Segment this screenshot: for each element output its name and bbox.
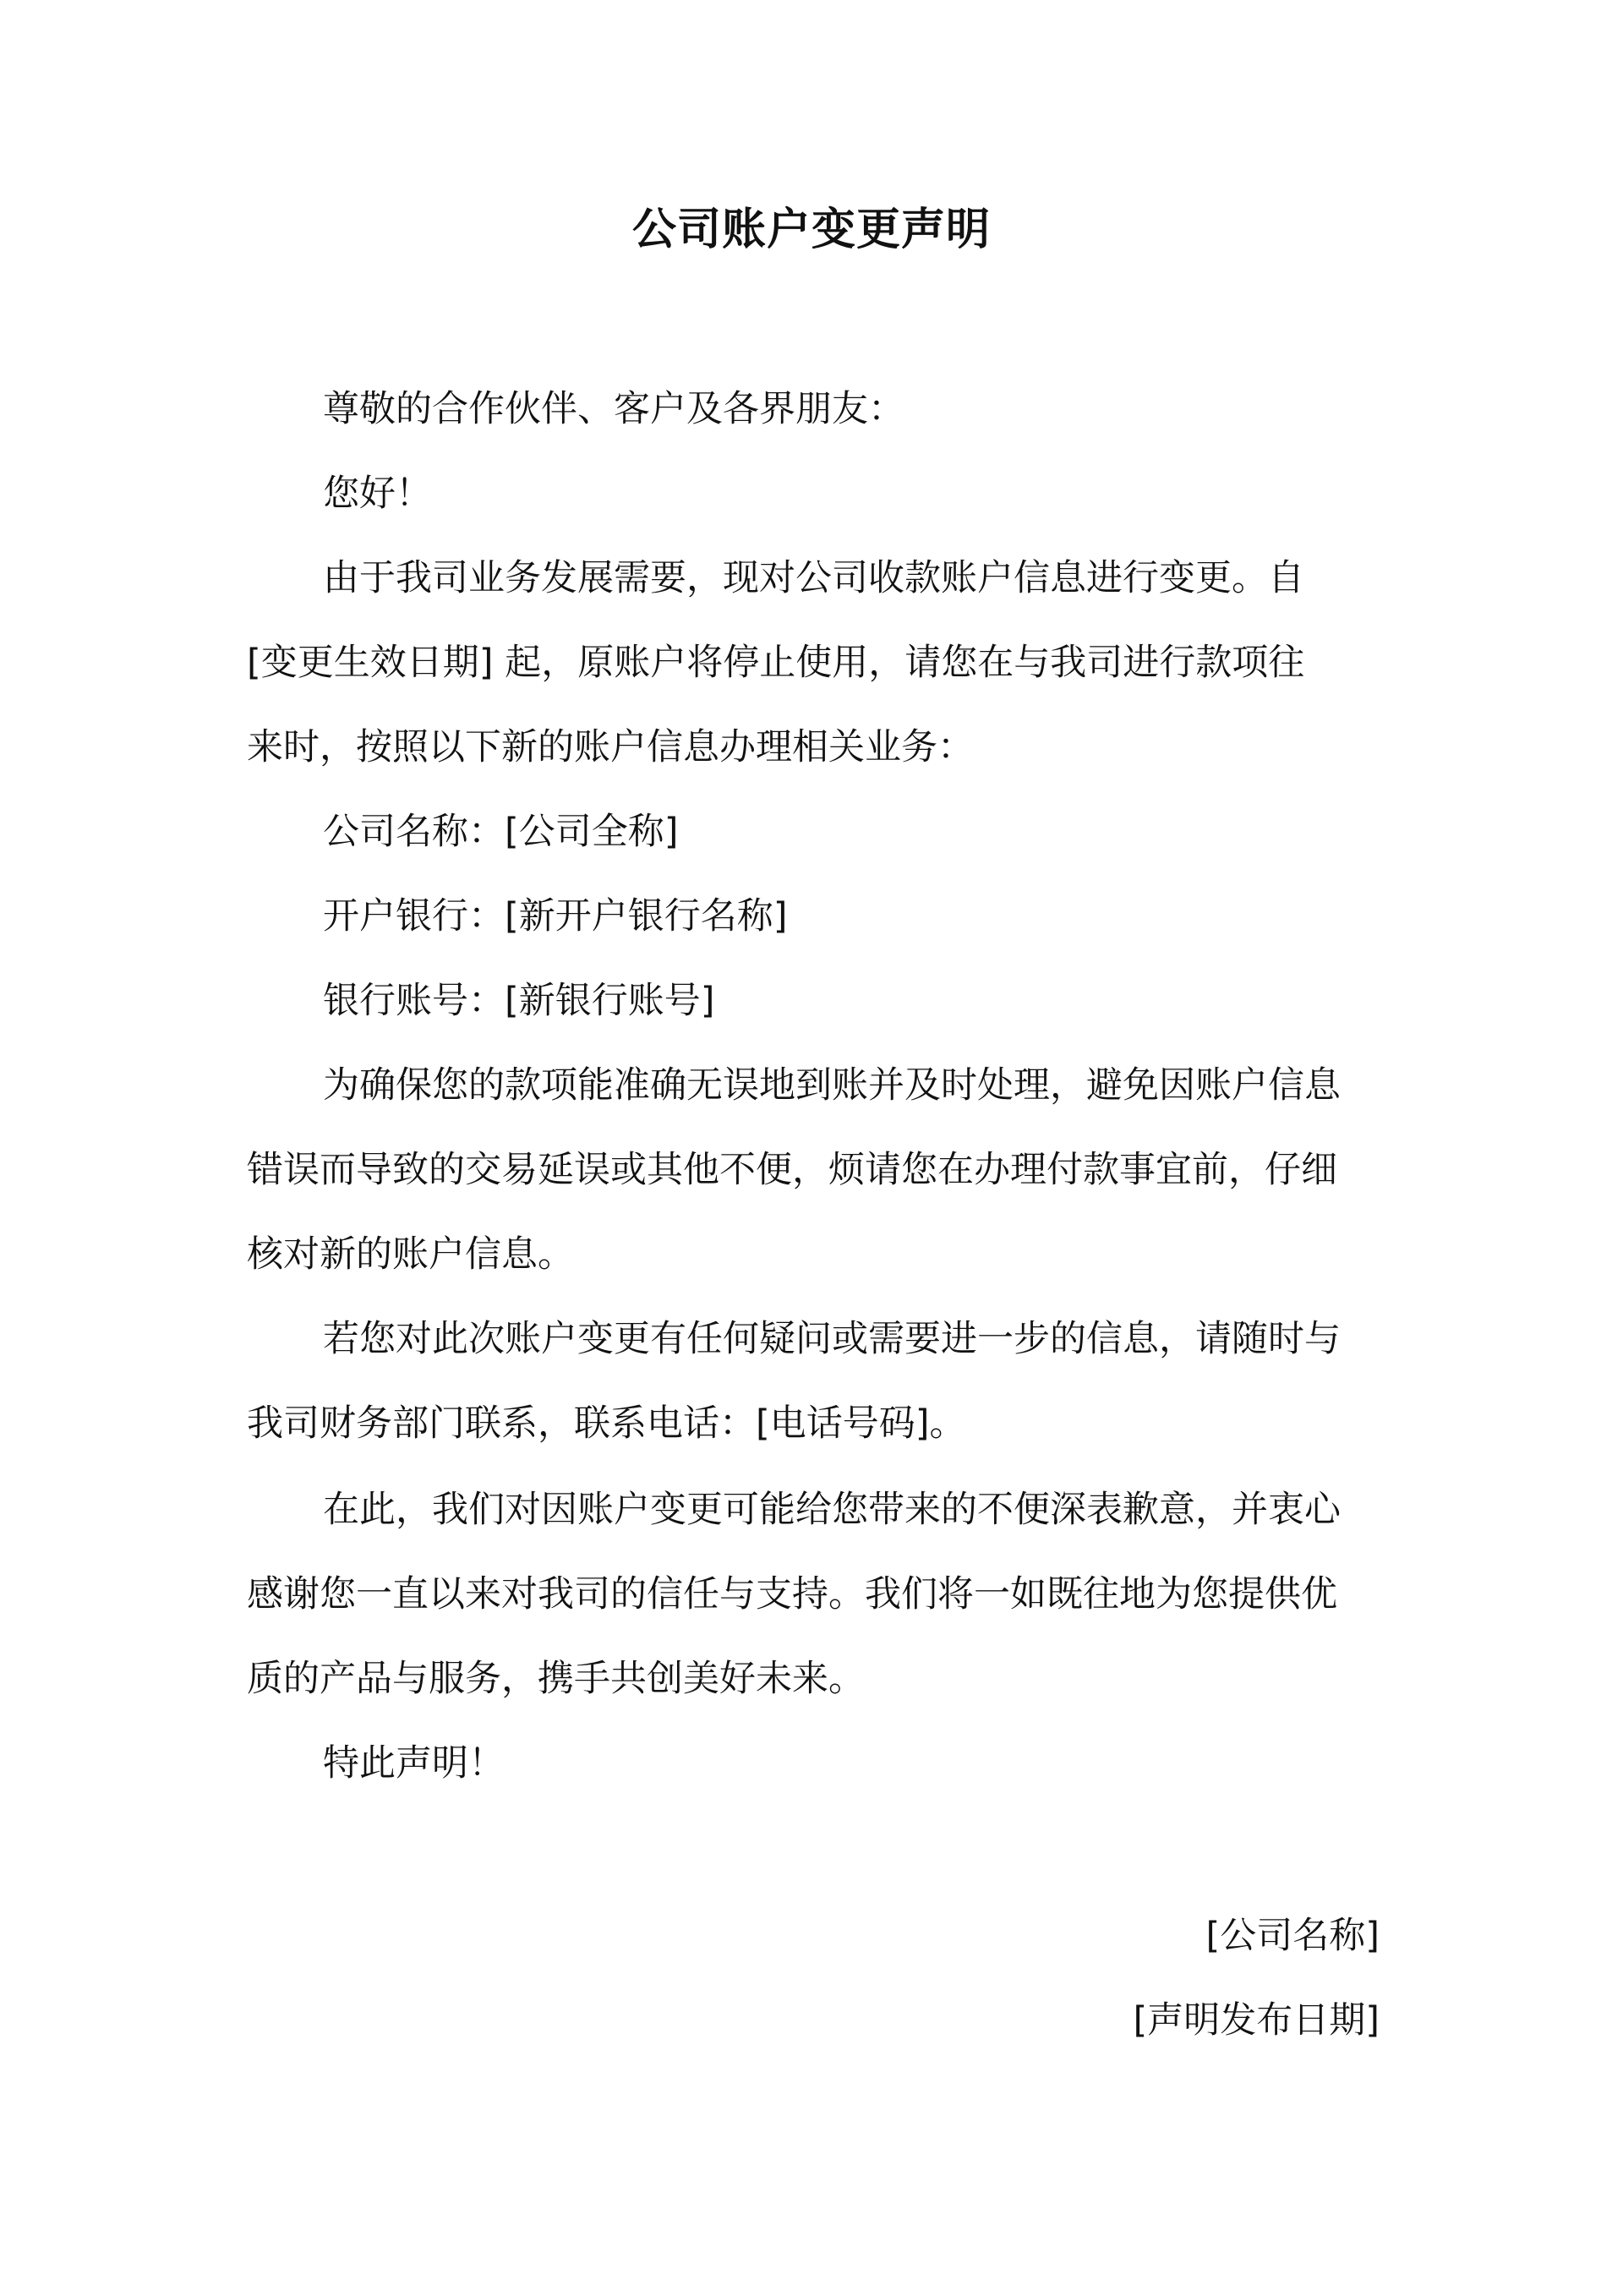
document-title: 公司账户变更声明 bbox=[631, 205, 991, 255]
account-company-name: 公司名称：[公司全称] bbox=[323, 811, 679, 853]
paragraph1-line1: 由于我司业务发展需要，现对公司收款账户信息进行变更。自 bbox=[323, 557, 1304, 599]
paragraph4-line1: 在此，我们对因账户变更可能给您带来的不便深表歉意，并衷心 bbox=[323, 1489, 1341, 1531]
salutation: 尊敬的合作伙伴、客户及各界朋友： bbox=[323, 388, 904, 430]
paragraph1-line2: [变更生效日期] 起，原账户将停止使用，请您在与我司进行款项往 bbox=[247, 642, 1305, 684]
paragraph2-line1: 为确保您的款项能准确无误地到账并及时处理，避免因账户信息 bbox=[323, 1064, 1341, 1107]
signature-company: [公司名称] bbox=[1205, 1915, 1380, 1957]
paragraph3-line1: 若您对此次账户变更有任何疑问或需要进一步的信息，请随时与 bbox=[323, 1318, 1341, 1360]
account-bank-name: 开户银行：[新开户银行名称] bbox=[323, 895, 788, 938]
closing-statement: 特此声明！ bbox=[323, 1742, 505, 1785]
paragraph2-line2: 错误而导致的交易延误或其他不便，烦请您在办理付款事宜前，仔细 bbox=[247, 1149, 1337, 1191]
paragraph4-line3: 质的产品与服务，携手共创美好未来。 bbox=[247, 1658, 865, 1700]
paragraph2-line3: 核对新的账户信息。 bbox=[247, 1233, 574, 1276]
signature-date: [声明发布日期] bbox=[1133, 1999, 1380, 2042]
account-number: 银行账号：[新银行账号] bbox=[323, 980, 715, 1022]
paragraph4-line2: 感谢您一直以来对我司的信任与支持。我们将一如既往地为您提供优 bbox=[247, 1573, 1337, 1615]
paragraph3-line2: 我司财务部门联系，联系电话：[电话号码]。 bbox=[247, 1402, 966, 1445]
paragraph1-line3: 来时，按照以下新的账户信息办理相关业务： bbox=[247, 726, 974, 768]
greeting: 您好！ bbox=[323, 473, 432, 515]
